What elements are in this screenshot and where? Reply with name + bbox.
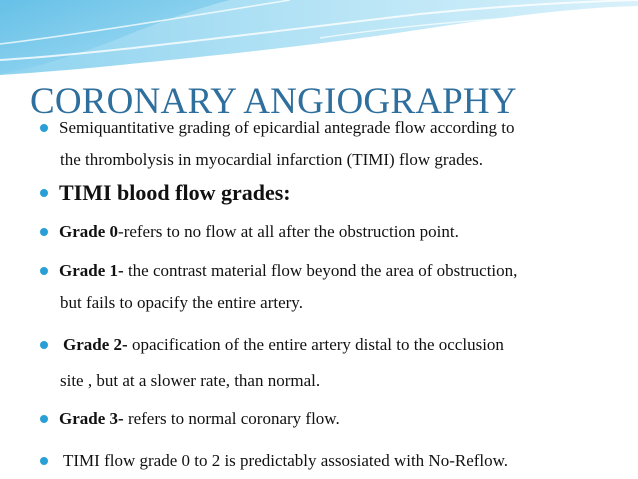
bullet-continuation: the thrombolysis in myocardial infarction (TIMI) flow grades.	[60, 150, 483, 169]
grade-1-text: the contrast material flow beyond the area of obstruction,	[123, 261, 518, 280]
bullet-text: Semiquantitative grading of epicardial antegrade flow according to	[59, 118, 515, 137]
bullet-text: TIMI flow grade 0 to 2 is predictably assosiated with No-Reflow.	[63, 451, 509, 470]
grade-2-text: opacification of the entire artery distal to the occlusion	[127, 335, 504, 354]
grade-3-text: refers to normal coronary flow.	[123, 409, 340, 428]
grade-2-label: Grade 2-	[63, 335, 128, 354]
bullet-dot-icon	[40, 267, 48, 275]
bullet-dot-icon	[40, 228, 48, 236]
bullet-dot-icon	[40, 341, 48, 349]
grade-3-label: Grade 3-	[59, 409, 124, 428]
bullet-heading: TIMI blood flow grades:	[59, 180, 291, 205]
grade-0-label: Grade 0	[59, 222, 119, 241]
bullet-dot-icon	[40, 124, 48, 132]
bullet-continuation: but fails to opacify the entire artery.	[60, 293, 303, 312]
grade-1-label: Grade 1-	[59, 261, 124, 280]
bullet-dot-icon	[40, 415, 48, 423]
bullet-dot-icon	[40, 457, 48, 465]
bullet-dot-icon	[40, 189, 48, 197]
bullet-continuation: site , but at a slower rate, than normal.	[60, 371, 321, 390]
grade-0-text: -refers to no flow at all after the obstruction point.	[118, 222, 459, 241]
slide-title: CORONARY ANGIOGRAPHY	[30, 81, 517, 122]
